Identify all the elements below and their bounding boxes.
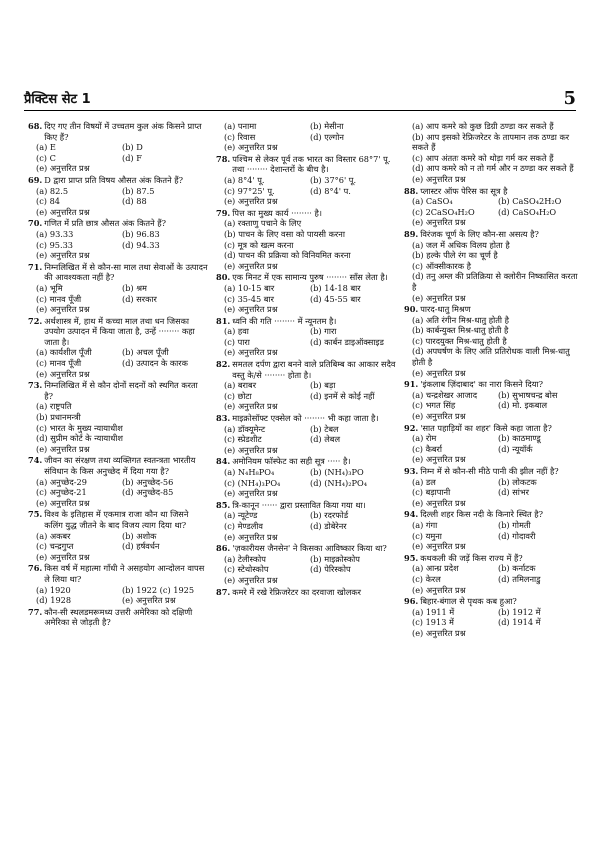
option: (d) तमिलनाडु: [498, 573, 541, 584]
question-stem: [28, 316, 208, 348]
option: (b) लोकटक: [498, 476, 537, 487]
option: (c) 84: [36, 196, 60, 207]
option: (e) अनुत्तरित प्रश्न: [412, 217, 466, 228]
answer-options: [28, 347, 208, 379]
question-item: [28, 121, 208, 174]
question-item: [404, 186, 584, 228]
question-stem: [28, 175, 208, 186]
option: (b) 14-18 बार: [310, 282, 361, 293]
question-text: 'सात पहाड़ियों का शहर' किसे कहा जाता है?: [420, 422, 552, 433]
answer-options: [216, 424, 396, 456]
option: (e) अनुत्तरित प्रश्न: [224, 196, 278, 207]
option: (c) पारदयुक्त मिश्र-धातु होती है: [412, 335, 507, 346]
question-stem: [28, 262, 208, 283]
question-number: 73.: [28, 380, 43, 391]
question-item: [404, 229, 584, 303]
option: (d) अपघर्षण के लिए अति प्रतिरोधक वाली मिश्र-धातु होती है: [412, 346, 570, 368]
question-item: [216, 413, 396, 455]
practice-set-title: प्रैक्टिस सेट 1: [24, 92, 91, 107]
option: (a) 1911 में: [412, 606, 455, 617]
question-number: 84.: [216, 456, 231, 467]
answer-options: [28, 142, 208, 174]
question-number: 88.: [404, 185, 419, 196]
option: (d) 94.33: [122, 239, 160, 250]
answer-options: [404, 390, 584, 422]
question-stem: [216, 272, 396, 283]
question-stem: [28, 563, 208, 584]
question-stem: [404, 229, 584, 240]
option: (b) अनुच्छेद-56: [122, 476, 174, 487]
question-text: कथकली की जड़ें किस राज्य में हैं?: [420, 552, 523, 563]
option: (a) राष्ट्रपति: [36, 401, 72, 412]
question-text: ध्वनि की गति ········ में न्यूनतम है।: [232, 315, 337, 326]
question-text: प्लास्टर ऑफ पेरिस का सूत्र है: [420, 185, 508, 196]
answer-options: [28, 283, 208, 315]
answer-options: [28, 401, 208, 454]
answer-options: [216, 510, 396, 542]
option: (e) अनुत्तरित प्रश्न: [412, 411, 466, 422]
question-item: [404, 466, 584, 508]
column-1: [28, 121, 208, 629]
question-item: [28, 509, 208, 562]
question-number: 79.: [216, 207, 231, 218]
option: (c) पारा: [224, 336, 250, 347]
answer-options: [216, 175, 396, 207]
question-stem: [216, 359, 396, 380]
option: (b) आप इसको रेफ्रिजरेटर के तापमान तक ठण्डा कर सकते हैं: [412, 131, 570, 153]
question-number: 90.: [404, 304, 419, 315]
option: (e) अनुत्तरित प्रश्न: [224, 531, 278, 542]
option: (b) सुभाषचन्द्र बोस: [498, 389, 558, 400]
answer-options: [28, 477, 208, 509]
question-number: 74.: [28, 455, 43, 466]
column-2: [216, 121, 396, 598]
option: (e) अनुत्तरित प्रश्न: [224, 401, 278, 412]
answer-options: [216, 218, 396, 271]
option: (b) कर्नाटक: [498, 563, 536, 574]
question-number: 78.: [216, 153, 231, 164]
option: (d) कार्बन डाइऑक्साइड: [310, 336, 384, 347]
answer-options: [404, 563, 584, 595]
option: (d) आप कमरे को न तो गर्म और न ठण्डा कर सकते हैं: [412, 163, 574, 174]
question-stem: [404, 466, 584, 477]
question-number: 82.: [216, 359, 231, 370]
answer-options: [404, 315, 584, 379]
option: (e) अनुत्तरित प्रश्न: [122, 595, 176, 606]
option: (d) 88: [122, 196, 147, 207]
option: (d) सुप्रीम कोर्ट के न्यायाधीश: [36, 433, 123, 444]
option: (c) (NH₄)₃PO₄: [224, 477, 281, 488]
option: (c) चन्द्रगुप्त: [36, 541, 74, 552]
answer-options: [216, 283, 396, 315]
question-stem: [216, 543, 396, 554]
question-item: [404, 121, 584, 185]
option: (b) काठमाण्डू: [498, 433, 541, 444]
question-stem: [216, 154, 396, 175]
question-stem: [216, 500, 396, 511]
question-stem: [404, 379, 584, 390]
option: (d) मो. इकबाल: [498, 400, 548, 411]
option: (c) 97°25' पू.: [224, 185, 275, 196]
option: (d) उत्पादन के कारक: [122, 358, 188, 369]
question-item: [216, 208, 396, 272]
question-number: 89.: [404, 228, 419, 239]
option: (e) अनुत्तरित प्रश्न: [224, 444, 278, 455]
option: (b) D: [122, 142, 143, 153]
question-item: [404, 304, 584, 378]
option: (e) अनुत्तरित प्रश्न: [412, 292, 466, 303]
option: (c) आप अंततः कमरे को थोड़ा गर्म कर सकते हैं: [412, 152, 554, 163]
option: (e) अनुत्तरित प्रश्न: [412, 497, 466, 508]
option: (d) अनुच्छेद-85: [122, 487, 174, 498]
question-text: निम्नलिखित में से कौन-सा माल तथा सेवाओं के उत्पादन की आवश्यकता नहीं है?: [44, 261, 208, 283]
question-item: [216, 154, 396, 207]
option: (e) अनुत्तरित प्रश्न: [36, 497, 90, 508]
option: (b) हल्के पीले रंग का चूर्ण है: [412, 250, 498, 261]
question-number: 86.: [216, 543, 231, 554]
answer-options: [404, 607, 584, 639]
question-text: कमरे में रखे रेफ्रिजरेटर का दरवाजा खोलकर: [232, 586, 362, 597]
question-stem: [404, 423, 584, 434]
option: (c) अनुच्छेद-21: [36, 487, 87, 498]
option: (a) आप कमरे को कुछ डिग्री ठण्डा कर सकते हैं: [412, 121, 554, 131]
option: (b) मेसीना: [310, 121, 344, 131]
option: (e) अनुत्तरित प्रश्न: [36, 250, 90, 261]
question-stem: [216, 208, 396, 219]
option: (e) अनुत्तरित प्रश्न: [412, 541, 466, 552]
answer-options: [28, 186, 208, 218]
option: (b) अशोक: [122, 530, 157, 541]
answer-options: [404, 520, 584, 552]
option: (a) 82.5: [36, 185, 69, 196]
option: (a) 1920: [36, 584, 71, 595]
option: (c) मेण्डलीव: [224, 520, 263, 531]
answer-options: [216, 380, 396, 412]
option: (a) जल में अधिक विलय होता है: [412, 239, 510, 250]
option: (d) 1914 में: [498, 617, 541, 628]
question-number: 75.: [28, 509, 43, 520]
question-number: 71.: [28, 261, 43, 272]
option: (c) ऑक्सीकारक है: [412, 260, 472, 271]
option: (c) C: [36, 152, 56, 163]
option: (a) भूमि: [36, 282, 63, 293]
question-text: कौन-सी स्थलडमरूमध्य उत्तरी अमेरिका को दक्षिणी अमेरिका से जोड़ती है?: [44, 606, 193, 628]
option: (e) अनुत्तरित प्रश्न: [412, 627, 466, 638]
question-stem: [28, 607, 208, 628]
question-number: 69.: [28, 174, 43, 185]
question-text: 'इंकलाब ज़िंदाबाद' का नारा किसने दिया?: [420, 379, 543, 390]
option: (b) प्रधानमन्त्री: [36, 412, 81, 423]
question-item: [216, 359, 396, 412]
option: (a) अकबर: [36, 530, 71, 541]
option: (e) अनुत्तरित प्रश्न: [36, 368, 90, 379]
option: (d) इनमें से कोई नहीं: [310, 390, 375, 401]
option: (b) रदरफोर्ड: [310, 510, 349, 521]
option: (b) (NH₄)₃PO: [310, 467, 364, 477]
option: (b) 1912 में: [498, 606, 541, 617]
option: (e) अनुत्तरित प्रश्न: [412, 173, 466, 184]
question-text: जीवन का संरक्षण तथा व्यक्तिगत स्वतन्त्रता भारतीय संविधान के किस अनुच्छेद में दिया गया है?: [44, 455, 196, 476]
question-item: [404, 553, 584, 595]
question-text: पारद-धातु मिश्रण: [420, 304, 471, 315]
option: (b) गोमती: [498, 519, 531, 530]
option: (c) मानव पूँजी: [36, 358, 82, 369]
question-text: दिल्ली शहर किस नदी के किनारे स्थित है?: [420, 509, 544, 520]
question-stem: [28, 455, 208, 476]
option: (c) केरल: [412, 573, 441, 584]
question-stem: [28, 121, 208, 142]
question-text: त्रि-कानून ······ द्वारा प्रस्तावित किया गया था।: [232, 499, 366, 510]
question-text: दिए गए तीन विषयों में उच्चतम कुल अंक किसने प्राप्त किए हैं?: [44, 121, 202, 142]
option: (c) 35-45 बार: [224, 293, 274, 304]
option: (d) हर्षवर्धन: [122, 541, 160, 552]
option: (a) टेलीस्कोप: [224, 553, 266, 564]
option: (e) अनुत्तरित प्रश्न: [224, 574, 278, 585]
option: (d) एल्गोन: [310, 131, 344, 142]
option: (b) 96.83: [122, 228, 160, 239]
question-item: [216, 121, 396, 153]
answer-options: [216, 467, 396, 499]
answer-options: [404, 477, 584, 509]
option: (e) अनुत्तरित प्रश्न: [36, 551, 90, 562]
option: (e) अनुत्तरित प्रश्न: [224, 260, 278, 271]
option: (c) भारत के मुख्य न्यायाधीश: [36, 422, 123, 433]
option: (d) गोदावरी: [498, 530, 536, 541]
question-stem: [216, 413, 396, 424]
option: (e) अनुत्तरित प्रश्न: [224, 488, 278, 499]
option: (b) माइक्रोस्कोप: [310, 553, 360, 564]
option: (a) डॉक्यूमेन्ट: [224, 423, 266, 434]
column-3: [404, 121, 584, 640]
question-text: एक मिनट में एक सामान्य पुरुष ········ साँस लेता है।: [232, 272, 388, 283]
question-stem: [216, 587, 396, 598]
question-number: 87.: [216, 586, 231, 597]
option: (e) अनुत्तरित प्रश्न: [224, 347, 278, 358]
option: (c) मूत्र को खत्म करना: [224, 239, 294, 250]
question-stem: [216, 316, 396, 327]
option: (c) 2CaSO₄H₂O: [412, 206, 475, 217]
option: (d) F: [122, 152, 142, 163]
question-number: 92.: [404, 422, 419, 433]
option: (c) यमुना: [412, 530, 442, 541]
question-stem: [28, 218, 208, 229]
question-stem: [404, 509, 584, 520]
question-number: 93.: [404, 466, 419, 476]
option: (b) श्रम: [122, 282, 147, 293]
question-item: [28, 563, 208, 605]
option: (c) 1913 में: [412, 617, 454, 628]
answer-options: [404, 121, 584, 185]
option: (a) N₄H₈PO₄: [224, 467, 275, 477]
question-number: 95.: [404, 552, 419, 563]
question-item: [216, 500, 396, 542]
option: (a) 93.33: [36, 228, 74, 239]
question-text: 'ज़कारीयस जैनसेन' ने किसका आविष्कार किया था?: [232, 543, 387, 554]
option: (d) सरकार: [122, 293, 157, 304]
option: (a) गंगा: [412, 519, 438, 530]
option: (c) स्टेथोस्कोप: [224, 564, 269, 575]
option: (d) 8°4' प.: [310, 185, 351, 196]
option: (c) कैबर्रा: [412, 443, 443, 454]
option: (e) अनुत्तरित प्रश्न: [224, 142, 278, 153]
answer-options: [216, 121, 396, 153]
question-text: पश्चिम से लेकर पूर्व तक भारत का विस्तार 68°7' पू. तथा ········ देशान्तरों के बीच है।: [232, 153, 391, 175]
question-text: माइक्रोसॉफ्ट एक्सेल को ········ भी कहा जाता है।: [232, 413, 379, 424]
answer-options: [28, 229, 208, 261]
option: (a) अनुच्छेद-29: [36, 476, 87, 487]
question-text: निम्नलिखित में से कौन दोनों सदनों को स्थगित करता है?: [44, 380, 198, 401]
option: (b) बड़ा: [310, 380, 336, 391]
option: (d) (NH₄)₂PO₄: [310, 477, 367, 488]
option: (a) हवा: [224, 326, 249, 337]
answer-options: [28, 585, 208, 606]
option: (a) 10-15 बार: [224, 282, 275, 293]
question-stem: [28, 380, 208, 401]
option: (b) 87.5: [122, 185, 155, 196]
option: (c) मानव पूँजी: [36, 293, 82, 304]
answer-options: [216, 554, 396, 586]
option: (b) गारा: [310, 326, 337, 337]
option: (d) सांभर: [498, 487, 529, 498]
question-number: 81.: [216, 315, 231, 326]
option: (d) लेबल: [310, 434, 341, 445]
option: (c) बड़ापानी: [412, 487, 451, 498]
option: (d) तनु अम्ल की प्रतिक्रिया से क्लोरीन निष्कासित करता है: [412, 271, 578, 292]
question-item: [216, 272, 396, 314]
question-text: पित्त का मुख्य कार्य ········ है।: [232, 207, 322, 218]
question-text: समतल दर्पण द्वारा बनने वाले प्रतिबिम्ब का आकार सदैव वस्तु के/से ········ होता है।: [232, 359, 396, 380]
question-number: 77.: [28, 606, 43, 617]
question-text: D द्वारा प्राप्त प्रति विषय औसत अंक कितने हैं?: [44, 174, 183, 185]
question-item: [216, 587, 396, 598]
option: (a) चन्द्रशेखर आजाद: [412, 389, 478, 400]
question-text: निम्न में से कौन-सी मीठे पानी की झील नहीं है?: [420, 466, 559, 476]
option: (c) छोटा: [224, 390, 252, 401]
option: (e) अनुत्तरित प्रश्न: [412, 367, 466, 378]
option: (b) टेबल: [310, 423, 339, 434]
question-stem: [28, 509, 208, 530]
page-header: [24, 84, 576, 111]
question-stem: [404, 596, 584, 607]
question-number: 76.: [28, 563, 43, 574]
question-number: 91.: [404, 379, 419, 390]
question-text: विरंजक चूर्ण के लिए कौन-सा असत्य है?: [420, 228, 539, 239]
question-item: [404, 423, 584, 465]
question-stem: [404, 553, 584, 564]
question-text: किस वर्ष में महात्मा गाँधी ने असहयोग आन्दोलन वापस ले लिया था?: [44, 563, 205, 584]
question-number: 72.: [28, 315, 43, 326]
question-number: 96.: [404, 596, 419, 607]
question-item: [28, 218, 208, 260]
question-text: गणित में प्रति छात्र औसत अंक कितने हैं?: [44, 218, 166, 229]
question-item: [404, 379, 584, 421]
question-item: [216, 456, 396, 498]
question-item: [404, 596, 584, 638]
answer-options: [28, 531, 208, 563]
question-stem: [216, 456, 396, 467]
option: (d) डोबेरेनर: [310, 520, 347, 531]
option: (e) अनुत्तरित प्रश्न: [36, 443, 90, 454]
question-item: [216, 316, 396, 358]
option: (e) अनुत्तरित प्रश्न: [224, 304, 278, 315]
answer-options: [404, 433, 584, 465]
question-item: [28, 316, 208, 380]
option: (d) पाचन की प्रक्रिया को विनियमित करना: [224, 250, 351, 261]
option: (a) CaSO₄: [412, 196, 453, 207]
option: (a) रोम: [412, 433, 437, 444]
question-number: 83.: [216, 413, 231, 424]
option: (c) 95.33: [36, 239, 74, 250]
option: (d) 1928: [36, 595, 72, 606]
option: (a) E: [36, 142, 56, 153]
page-number: 5: [563, 88, 576, 109]
question-stem: [404, 186, 584, 197]
option: (a) पनामा: [224, 121, 257, 131]
option: (a) रक्ताणु पचाने के लिए: [224, 218, 302, 229]
option: (c) रिवास: [224, 131, 256, 142]
option: (d) न्यूयॉर्क: [498, 443, 533, 454]
option: (c) स्प्रेडशीट: [224, 434, 262, 445]
question-item: [216, 543, 396, 585]
option: (b) अचल पूँजी: [122, 347, 169, 358]
option: (c) भगत सिंह: [412, 400, 456, 411]
question-number: 85.: [216, 499, 231, 510]
option: (a) डल: [412, 476, 436, 487]
question-text: अर्थशास्त्र में, हाथ में कच्चा माल तथा धन जिसका उपयोग उत्पादन में किया जाता है, उन्हें ········ कहा जाता है।: [44, 315, 195, 347]
option: (a) 8°4' पू.: [224, 174, 265, 185]
question-text: बिहार-बंगाल से पृथक कब हुआ?: [420, 596, 517, 607]
question-number: 70.: [28, 218, 43, 229]
option: (b) कार्बन्युक्त मिश्र-धातु होती है: [412, 325, 509, 336]
question-text: अमोनियम फॉस्फेट का सही सूत्र ····· है।: [232, 456, 351, 467]
option: (b) 37°6' पू.: [310, 174, 357, 185]
option: (b) पाचन के लिए वसा को पायसी करना: [224, 228, 345, 239]
option: (b) 1922 (c) 1925: [122, 584, 195, 595]
option: (d) 45-55 बार: [310, 293, 361, 304]
option: (a) न्यूटेण्ड: [224, 510, 258, 521]
option: (e) अनुत्तरित प्रश्न: [412, 454, 466, 465]
option: (e) अनुत्तरित प्रश्न: [36, 304, 90, 315]
option: (a) कार्यशील पूँजी: [36, 347, 92, 358]
option: (d) CaSO₄H₂O: [498, 206, 557, 217]
option: (d) पेरिस्कोप: [310, 564, 351, 575]
question-number: 68.: [28, 121, 43, 131]
answer-options: [216, 326, 396, 358]
question-item: [28, 175, 208, 217]
question-item: [28, 380, 208, 454]
question-item: [28, 262, 208, 315]
option: (e) अनुत्तरित प्रश्न: [36, 163, 90, 174]
question-number: 80.: [216, 272, 231, 283]
option: (b) CaSO₄2H₂O: [498, 196, 562, 207]
option: (a) आन्ध्र प्रदेश: [412, 563, 459, 574]
question-number: 94.: [404, 509, 419, 520]
option: (e) अनुत्तरित प्रश्न: [412, 584, 466, 595]
option: (e) अनुत्तरित प्रश्न: [36, 206, 90, 217]
answer-options: [404, 196, 584, 228]
question-stem: [404, 304, 584, 315]
answer-options: [404, 240, 584, 304]
question-text: विश्व के इतिहास में एकमात्र राजा कौन था जिसने कलिंग युद्ध जीतने के बाद विजय त्याग दिया था?: [44, 509, 189, 530]
question-item: [28, 455, 208, 508]
option: (a) बराबर: [224, 380, 257, 391]
question-item: [28, 607, 208, 628]
question-item: [404, 509, 584, 551]
option: (a) अति रंगीन मिश्र-धातु होती है: [412, 314, 509, 325]
